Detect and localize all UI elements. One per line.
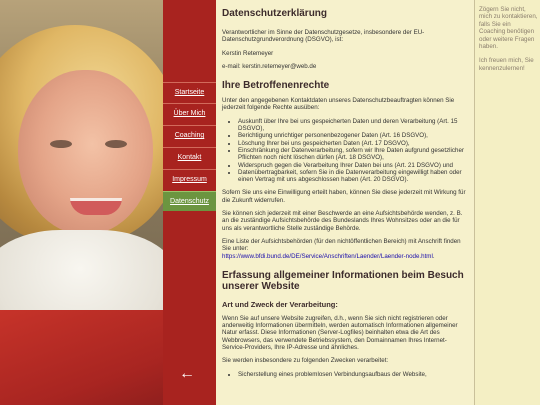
rights-intro: Unter den angegebenen Kontaktdaten unseres Datenschutzbeauftragten können Sie jederzeit folgende Rechte ausüben: [222, 97, 455, 112]
list-item: • Widerspruch gegen die Verarbeitung Ihrer Daten bei uns (Art. 21 DSGVO) und [238, 162, 468, 169]
nav-item-startseite[interactable]: Startseite [163, 82, 216, 102]
authorities-paragraph [222, 238, 468, 260]
authorities-link[interactable]: https://www.bfdi.bund.de/DE/Service/Anschriften/Laender/Laender-node.html [222, 252, 433, 260]
list-item: • Sicherstellung eines problemlosen Verbindungsaufbaus der Website, [238, 371, 468, 378]
contact-note [479, 6, 538, 50]
list-item: • Datenübertragbarkeit, sofern Sie in die Datenverarbeitung eingewilligt haben oder einen Vertrag mit uns abgeschlossen haben (Art. 20 DSGVO). [238, 169, 468, 184]
purposes-list [222, 371, 468, 378]
main-content [216, 0, 474, 405]
nav-item-datenschutz[interactable]: Datenschutz [163, 191, 216, 211]
contact-note-text: Zögern Sie nicht, mich zu [479, 6, 526, 21]
list-item: • Löschung Ihrer bei uns gespeicherten Daten (Art. 17 DSGVO), [238, 140, 468, 147]
contact-note-text-end: , falls Sie ein Coaching benötigen oder weitere Fragen haben. [479, 13, 538, 51]
closing-note: Ich freuen mich, Sie kennenzulernen! [479, 57, 534, 72]
complaint-paragraph: Sie können sich jederzeit mit einer Beschwerde an eine Aufsichtsbehörde wenden, z. B. an die zuständige Aufsichtsbehörde des Bundeslands Ihres Wohnsitzes oder an die für uns als verantwortliche Stelle zuständige Behörde. [222, 210, 463, 232]
controller-intro: Verantwortlicher im Sinne der Datenschutzgesetze, insbesondere der EU-Datenschutzgrundverordnung (DSGVO), ist: [222, 29, 425, 44]
processing-subheading: Art und Zweck der Verarbeitung: [222, 299, 338, 309]
portrait-eye-left [50, 140, 72, 148]
list-item: • Einschränkung der Datenverarbeitung, sofern wir Ihre Daten aufgrund gesetzlicher Pflichten noch nicht löschen dürfen (Art. 18 DSGVO), [238, 147, 468, 162]
nav-item-impressum[interactable]: Impressum [163, 169, 216, 189]
page-title: Datenschutzerklärung [222, 8, 328, 19]
contact-link[interactable]: kontaktieren [502, 13, 536, 21]
nav-item-coaching[interactable]: Coaching [163, 125, 216, 145]
purposes-intro: Sie werden insbesondere zu folgenden Zwecken verarbeitet: [222, 357, 389, 365]
nav-item-ueber-mich[interactable]: Über Mich [163, 103, 216, 123]
rights-heading: Ihre Betroffenenrechte [222, 80, 330, 92]
list-item: • Auskunft über Ihre bei uns gespeicherten Daten und deren Verarbeitung (Art. 15 DSGVO), [238, 118, 468, 133]
portrait-jacket [0, 310, 163, 405]
side-navigation [163, 0, 216, 405]
consent-paragraph: Sofern Sie uns eine Einwilligung erteilt haben, können Sie diese jederzeit mit Wirkung für die Zukunft widerrufen. [222, 189, 466, 204]
authorities-link-suffix: . [432, 252, 435, 260]
owner-email: e-mail: kerstin.retemeyer@web.de [222, 62, 317, 70]
sidebar-note [474, 0, 540, 405]
portrait-eye-right [105, 140, 127, 148]
nav-item-kontakt[interactable]: Kontakt [163, 147, 216, 167]
portrait-photo [0, 0, 163, 405]
back-arrow-icon[interactable]: ← [179, 365, 195, 382]
list-item: • Berichtigung unrichtiger personenbezogener Daten (Art. 16 DSGVO), [238, 132, 468, 139]
owner-name: Kerstin Retemeyer [222, 49, 274, 57]
rights-list [222, 118, 468, 184]
authorities-text: Eine Liste der Aufsichtsbehörden (für den nichtöffentlichen Bereich) mit Anschrift finden Sie unter: [222, 237, 461, 253]
processing-paragraph: Wenn Sie auf unsere Website zugreifen, d.h., wenn Sie sich nicht registrieren oder anderweitig Informationen übermitteln, werden automatisch Informationen allgemeiner Natur erfasst. Diese Informationen (Server-Logfiles) beinhalten etwa die Art des Webbrowsers, das verwendete Betriebssystem, den Domainnamen Ihres Internet-Service-Providers, Ihre IP-Adresse und ähnliches. [222, 314, 458, 352]
general-info-heading: Erfassung allgemeiner Informationen beim Besuch unserer Website [222, 269, 464, 292]
